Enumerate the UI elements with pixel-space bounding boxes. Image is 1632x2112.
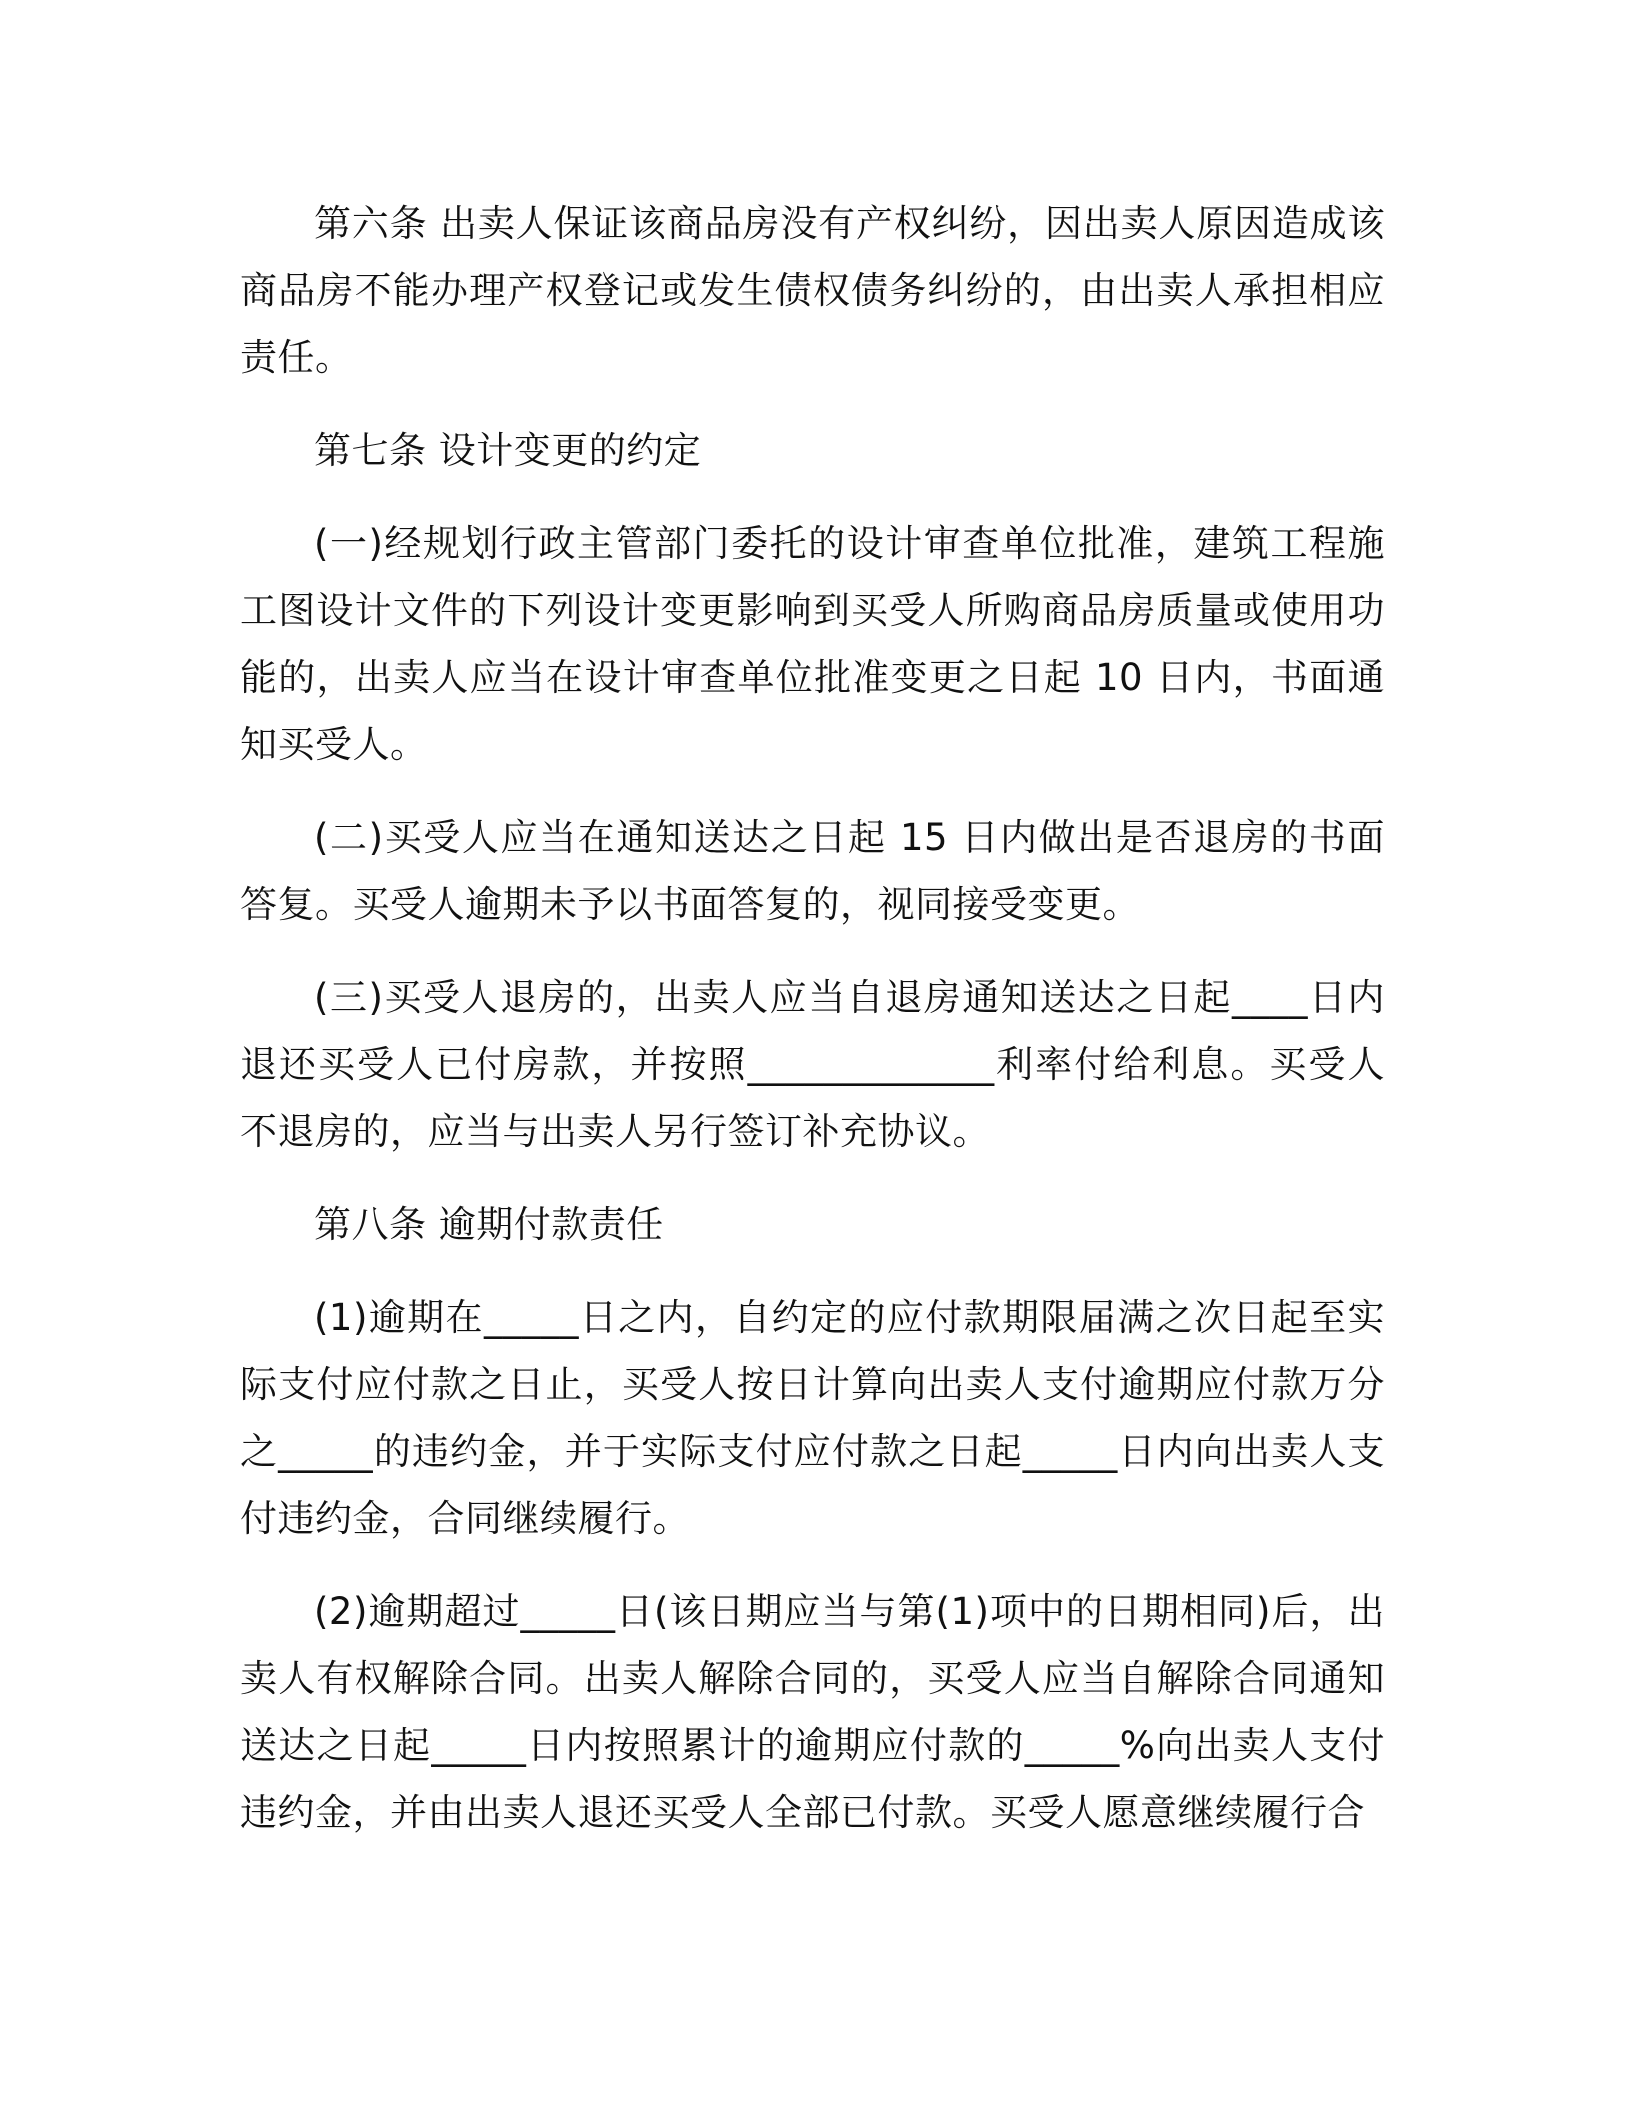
- article-7-clause-2: (二)买受人应当在通知送达之日起 15 日内做出是否退房的书面答复。买受人逾期未予以书面答复的，视同接受变更。: [240, 816, 1385, 926]
- article-8-clause-2: (2)逾期超过_____日(该日期应当与第(1)项中的日期相同)后，出卖人有权解除合同。出卖人解除合同的，买受人应当自解除合同通知送达之日起_____日内按照累计的逾期应付款的_____%向出卖人支付违约金，并由出卖人退还买受人全部已付款。买受人愿意继续履行合: [240, 1590, 1385, 1834]
- document-body: [240, 190, 1385, 1872]
- article-8-heading: 第八条 逾期付款责任: [314, 1203, 664, 1246]
- article-7-clause-3: (三)买受人退房的，出卖人应当自退房通知送达之日起____日内退还买受人已付房款，并按照_____________利率付给利息。买受人不退房的，应当与出卖人另行签订补充协议。: [240, 976, 1385, 1153]
- article-7-heading: 第七条 设计变更的约定: [314, 429, 702, 472]
- article-7-clause-1: (一)经规划行政主管部门委托的设计审查单位批准，建筑工程施工图设计文件的下列设计变更影响到买受人所购商品房质量或使用功能的，出卖人应当在设计审查单位批准变更之日起 10 日内，书面通知买受人。: [240, 522, 1385, 766]
- article-6-paragraph: 第六条 出卖人保证该商品房没有产权纠纷，因出卖人原因造成该商品房不能办理产权登记或发生债权债务纠纷的，由出卖人承担相应责任。: [240, 202, 1385, 379]
- article-8-clause-1: (1)逾期在_____日之内，自约定的应付款期限届满之次日起至实际支付应付款之日止，买受人按日计算向出卖人支付逾期应付款万分之_____的违约金，并于实际支付应付款之日起_____日内向出卖人支付违约金，合同继续履行。: [240, 1296, 1385, 1540]
